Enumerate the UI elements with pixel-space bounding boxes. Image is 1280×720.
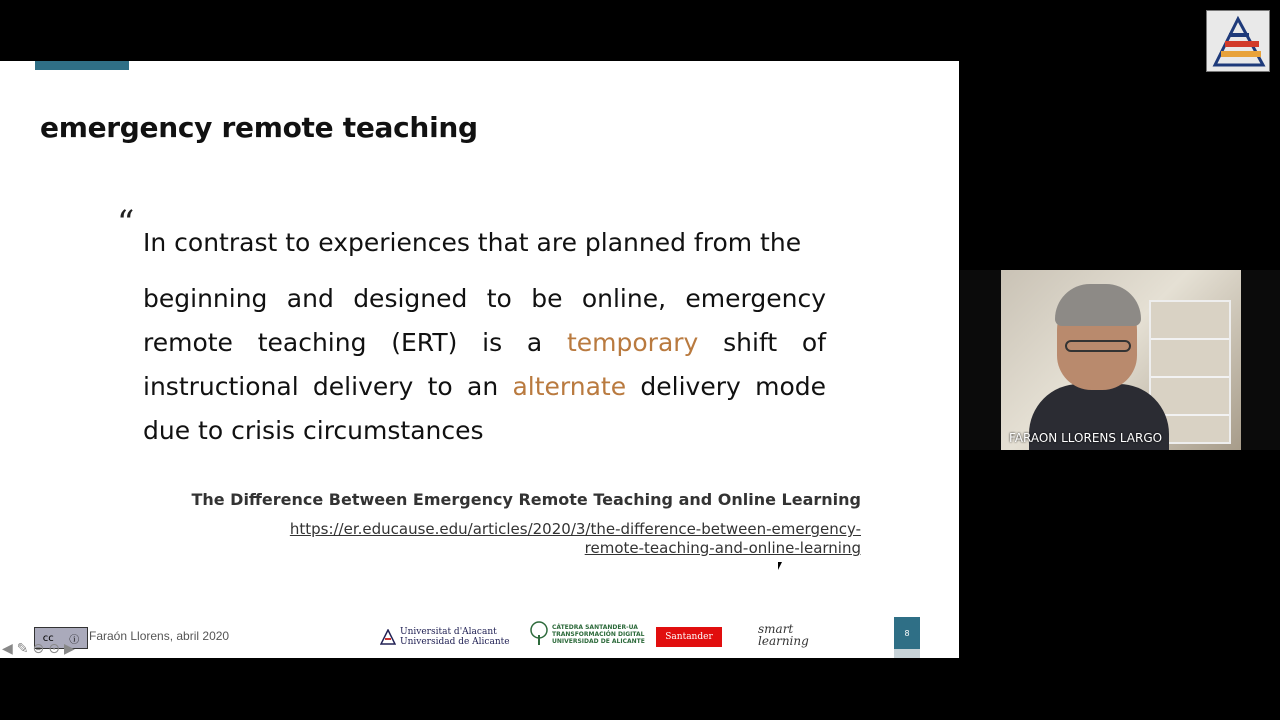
tree-icon (529, 621, 549, 647)
reference-link[interactable]: https://er.educause.edu/articles/2020/3/the-difference-between-emergency-remote-teaching-and-online-learning (289, 520, 861, 557)
quote-mark: “ (117, 203, 135, 243)
slide-quote (143, 221, 826, 453)
mouse-cursor-icon (778, 562, 782, 570)
ua-line-2: Universidad de Alicante (400, 637, 510, 647)
ua-triangle-icon (380, 629, 396, 645)
cc-label: cc (42, 632, 54, 644)
catedra-logo (529, 621, 645, 647)
prev-slide-arrow-icon[interactable]: ◀ (2, 641, 13, 657)
participant-video[interactable] (1001, 270, 1241, 450)
quote-text-part-3: delivery mode due to crisis circumstances (143, 372, 826, 445)
footer-author: Faraón Llorens, abril 2020 (89, 629, 230, 643)
quote-highlight-temporary: temporary (566, 328, 699, 357)
more-options-icon[interactable]: ⊙ (48, 641, 60, 657)
catedra-line-2: TRANSFORMACIÓN DIGITAL (552, 630, 645, 638)
participant-name: FARAON LLORENS LARGO (1009, 431, 1163, 445)
presentation-slide (0, 61, 959, 658)
smart-line-1: smart (758, 622, 794, 636)
slide-accent-bar (35, 61, 129, 70)
universidad-alicante-logo (380, 627, 510, 647)
catedra-line-3: UNIVERSIDAD DE ALICANTE (552, 637, 645, 645)
pen-icon[interactable]: ✎ (16, 641, 29, 657)
page-number: 8 (894, 617, 920, 649)
smart-line-2: learning (758, 634, 809, 648)
next-slide-arrow-icon[interactable]: ▶ (63, 641, 75, 657)
slide-title: emergency remote teaching (40, 111, 478, 144)
page-number-strip (894, 649, 920, 658)
participant-figure (1039, 282, 1159, 450)
quote-line-1: In contrast to experiences that are planned from the (143, 228, 802, 257)
ua-logo-icon (1207, 11, 1269, 71)
university-logo-top-right (1206, 10, 1270, 72)
quote-text-part-1: beginning and designed to be online, emergency remote teaching (ERT) is a (143, 284, 826, 357)
attribution-icon: ⓘ (69, 634, 80, 646)
catedra-line-1: CÁTEDRA SANTANDER-UA (552, 623, 638, 631)
slide-navigation (2, 641, 75, 657)
ua-line-1: Universitat d'Alacant (400, 627, 497, 637)
reference-title: The Difference Between Emergency Remote Teaching and Online Learning (191, 490, 861, 509)
quote-text-part-2: shift of instructional delivery to an (143, 328, 826, 401)
smart-learning-logo (758, 623, 809, 647)
santander-logo: Santander (656, 627, 722, 647)
slides-overview-icon[interactable]: ⊜ (32, 641, 45, 657)
quote-highlight-alternate: alternate (512, 372, 627, 401)
